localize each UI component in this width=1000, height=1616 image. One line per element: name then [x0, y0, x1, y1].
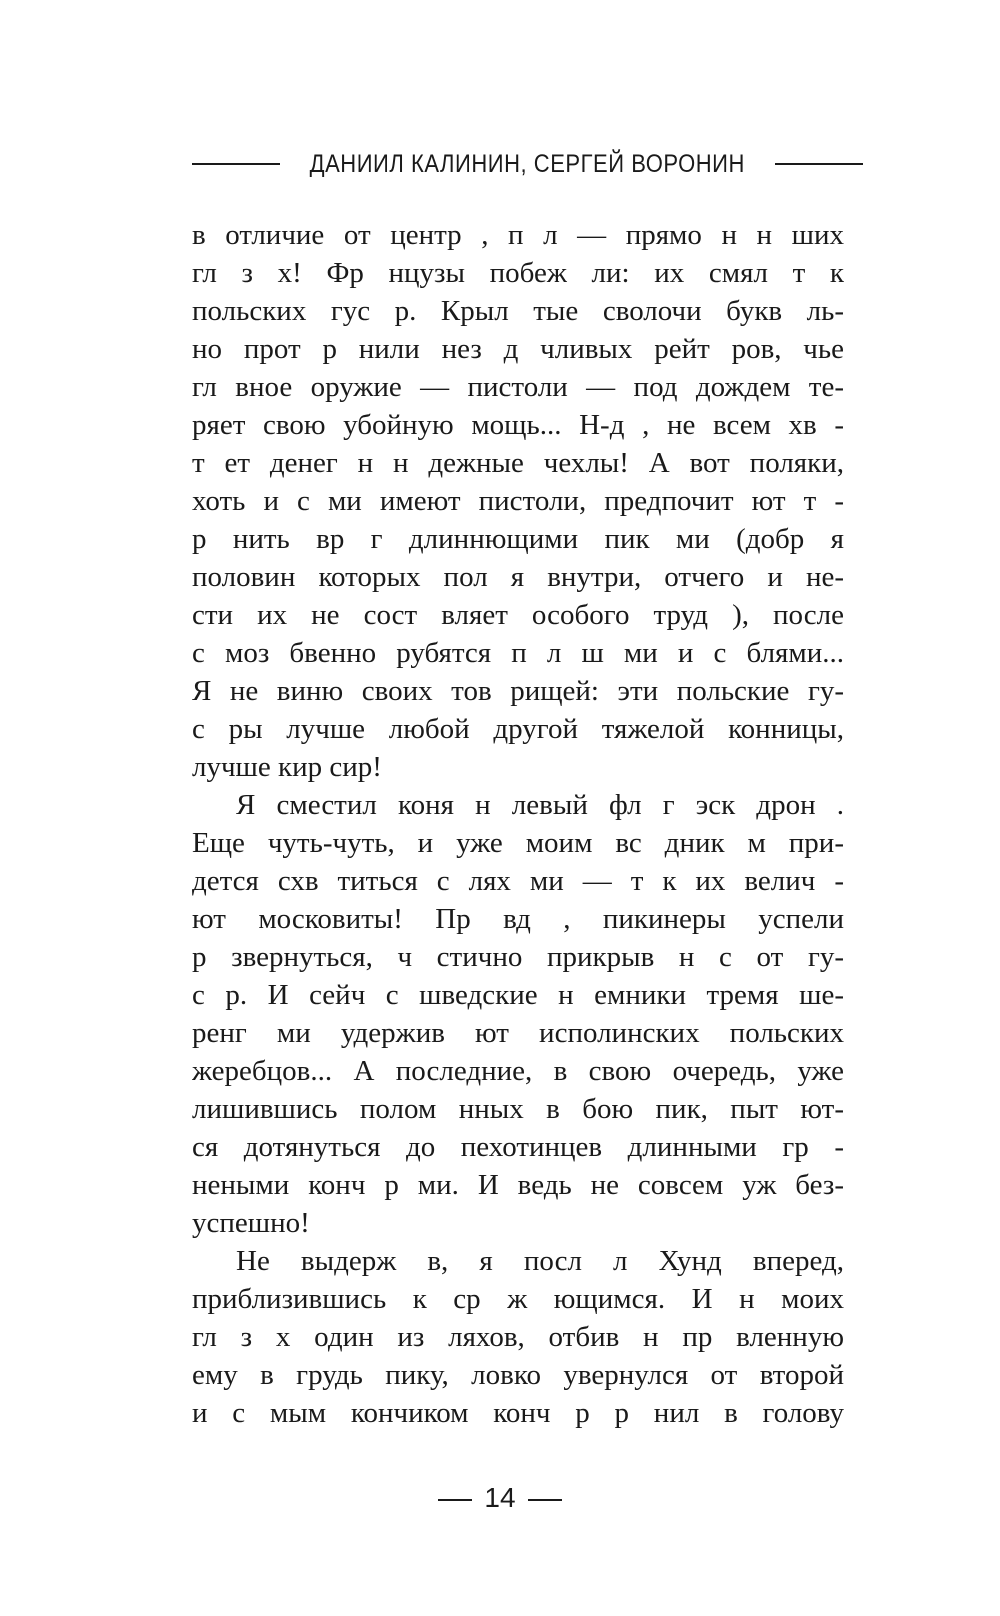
text-line: ют московиты! Пр вд , пикинеры успели	[192, 903, 844, 935]
author-names: ДАНИИЛ КАЛИНИН, СЕРГЕЙ ВОРОНИН	[309, 149, 745, 178]
running-head	[192, 146, 844, 182]
text-line: ему в грудь пику, ловко увернулся от второй	[192, 1359, 844, 1391]
page-number: 14	[484, 1482, 516, 1513]
text-line: ряет свою убойную мощь... Н-д , не всем хв -	[192, 409, 844, 441]
paragraph-end-line: лучше кир сир!	[192, 751, 382, 783]
folio-right-dash	[528, 1499, 562, 1501]
text-line: т ет денег н н дежные чехлы! А вот поляки,	[192, 447, 844, 479]
body-text	[192, 216, 844, 1432]
text-line: в отличие от центр , п л — прямо н н ших	[192, 219, 844, 251]
paragraph-start-line: Не выдерж в, я посл л Хунд вперед,	[236, 1245, 844, 1277]
header-left-rule	[192, 163, 280, 165]
text-line: но прот р нили нез д чливых рейт ров, чье	[192, 333, 844, 365]
text-line: лишившись полом нных в бою пик, пыт ют-	[192, 1093, 844, 1125]
text-line: жеребцов... А последние, в свою очередь, уже	[192, 1055, 844, 1087]
text-line: гл вное оружие — пистоли — под дождем те-	[192, 371, 844, 403]
text-line: гл з х! Фр нцузы побеж ли: их смял т к	[192, 257, 844, 289]
folio-left-dash	[438, 1499, 472, 1501]
text-line: р нить вр г длиннющими пик ми (добр я	[192, 523, 844, 555]
text-line: польских гус р. Крыл тые сволочи букв ль-	[192, 295, 844, 327]
text-line: хоть и с ми имеют пистоли, предпочит ют т -	[192, 485, 844, 517]
text-line: гл з х один из ляхов, отбив н пр вленную	[192, 1321, 844, 1353]
text-line: с р. И сейч с шведские н емники тремя ше-	[192, 979, 844, 1011]
text-line: Еще чуть-чуть, и уже моим вс дник м при-	[192, 827, 844, 859]
text-line: Я не виню своих тов рищей: эти польские гу-	[192, 675, 844, 707]
text-line: р звернуться, ч стично прикрыв н с от гу-	[192, 941, 844, 973]
text-line: сти их не сост вляет особого труд ), после	[192, 599, 844, 631]
paragraph-start-line: Я сместил коня н левый фл г эск дрон .	[236, 789, 844, 821]
header-right-rule	[775, 163, 863, 165]
text-line: неными конч р ми. И ведь не совсем уж без-	[192, 1169, 844, 1201]
page-number-footer	[0, 1482, 1000, 1514]
text-line: приблизившись к ср ж ющимся. И н моих	[192, 1283, 844, 1315]
text-line: ся дотянуться до пехотинцев длинными гр -	[192, 1131, 844, 1163]
text-line: половин которых пол я внутри, отчего и не-	[192, 561, 844, 593]
paragraph-end-line: успешно!	[192, 1207, 310, 1239]
text-line: и с мым кончиком конч р р нил в голову	[192, 1397, 844, 1429]
text-line: ренг ми удержив ют исполинских польских	[192, 1017, 844, 1049]
text-line: с ры лучше любой другой тяжелой конницы,	[192, 713, 844, 745]
text-line: с моз бвенно рубятся п л ш ми и с блями...	[192, 637, 844, 669]
text-line: дется схв титься с лях ми — т к их велич -	[192, 865, 844, 897]
